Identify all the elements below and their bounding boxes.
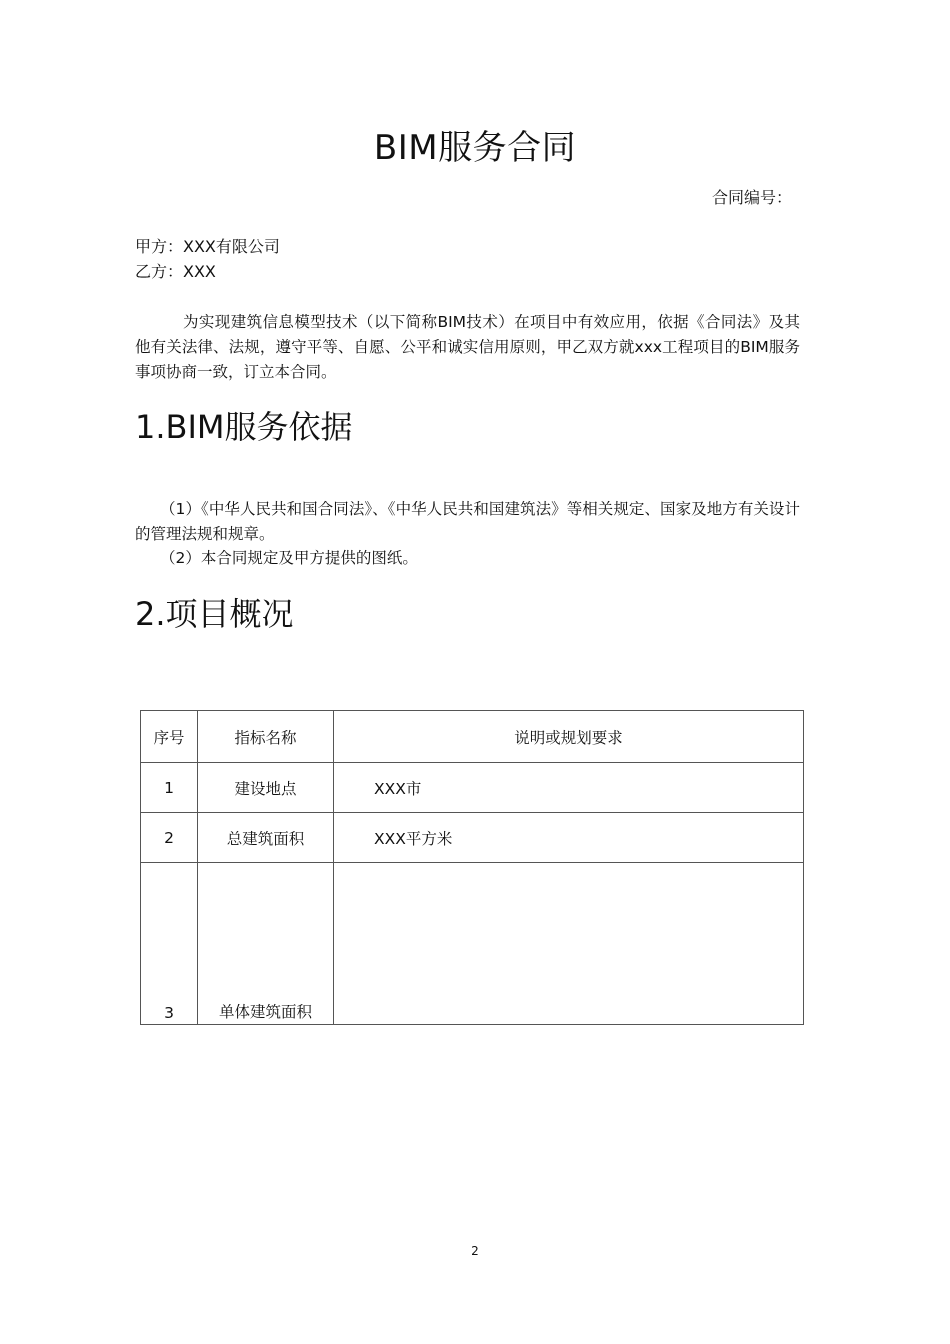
table-cell: XXX市 <box>334 763 804 813</box>
table-cell: 2 <box>141 813 198 863</box>
table-cell: 1 <box>141 763 198 813</box>
table-header-cell: 序号 <box>141 711 198 763</box>
table-row <box>141 813 804 863</box>
page-number: 2 <box>471 1244 479 1258</box>
table-cell: 总建筑面积 <box>198 813 334 863</box>
table-cell: 3 <box>141 863 198 1025</box>
project-overview-table <box>140 710 804 1025</box>
party-b: 乙方：XXX <box>135 262 216 281</box>
document-title: BIM服务合同 <box>373 128 577 168</box>
table-row <box>141 763 804 813</box>
contract-number-label: 合同编号： <box>711 188 792 207</box>
table-cell <box>334 863 804 1025</box>
table-row <box>141 863 804 1025</box>
table-cell: XXX平方米 <box>334 813 804 863</box>
table-header-cell: 指标名称 <box>198 711 334 763</box>
table-header-cell: 说明或规划要求 <box>334 711 804 763</box>
basis-item-1: （1）《中华人民共和国合同法》、《中华人民共和国建筑法》等相关规定、国家及地方有关设计的管理法规和规章。 <box>135 500 800 543</box>
table-cell: 单体建筑面积 <box>198 863 334 1025</box>
table-cell: 建设地点 <box>198 763 334 813</box>
basis-item-2: （2）本合同规定及甲方提供的图纸。 <box>160 549 418 567</box>
section-1-heading: 1.BIM服务依据 <box>135 408 353 446</box>
table-header-row <box>141 711 804 763</box>
intro-paragraph: 为实现建筑信息模型技术（以下简称BIM技术）在项目中有效应用，依据《合同法》及其他有关法律、法规，遵守平等、自愿、公平和诚实信用原则，甲乙双方就xxx工程项目的BIM服务事项协商一致，订立本合同。 <box>135 313 800 381</box>
party-a: 甲方：XXX有限公司 <box>135 237 280 256</box>
section-2-heading: 2.项目概况 <box>135 595 294 633</box>
